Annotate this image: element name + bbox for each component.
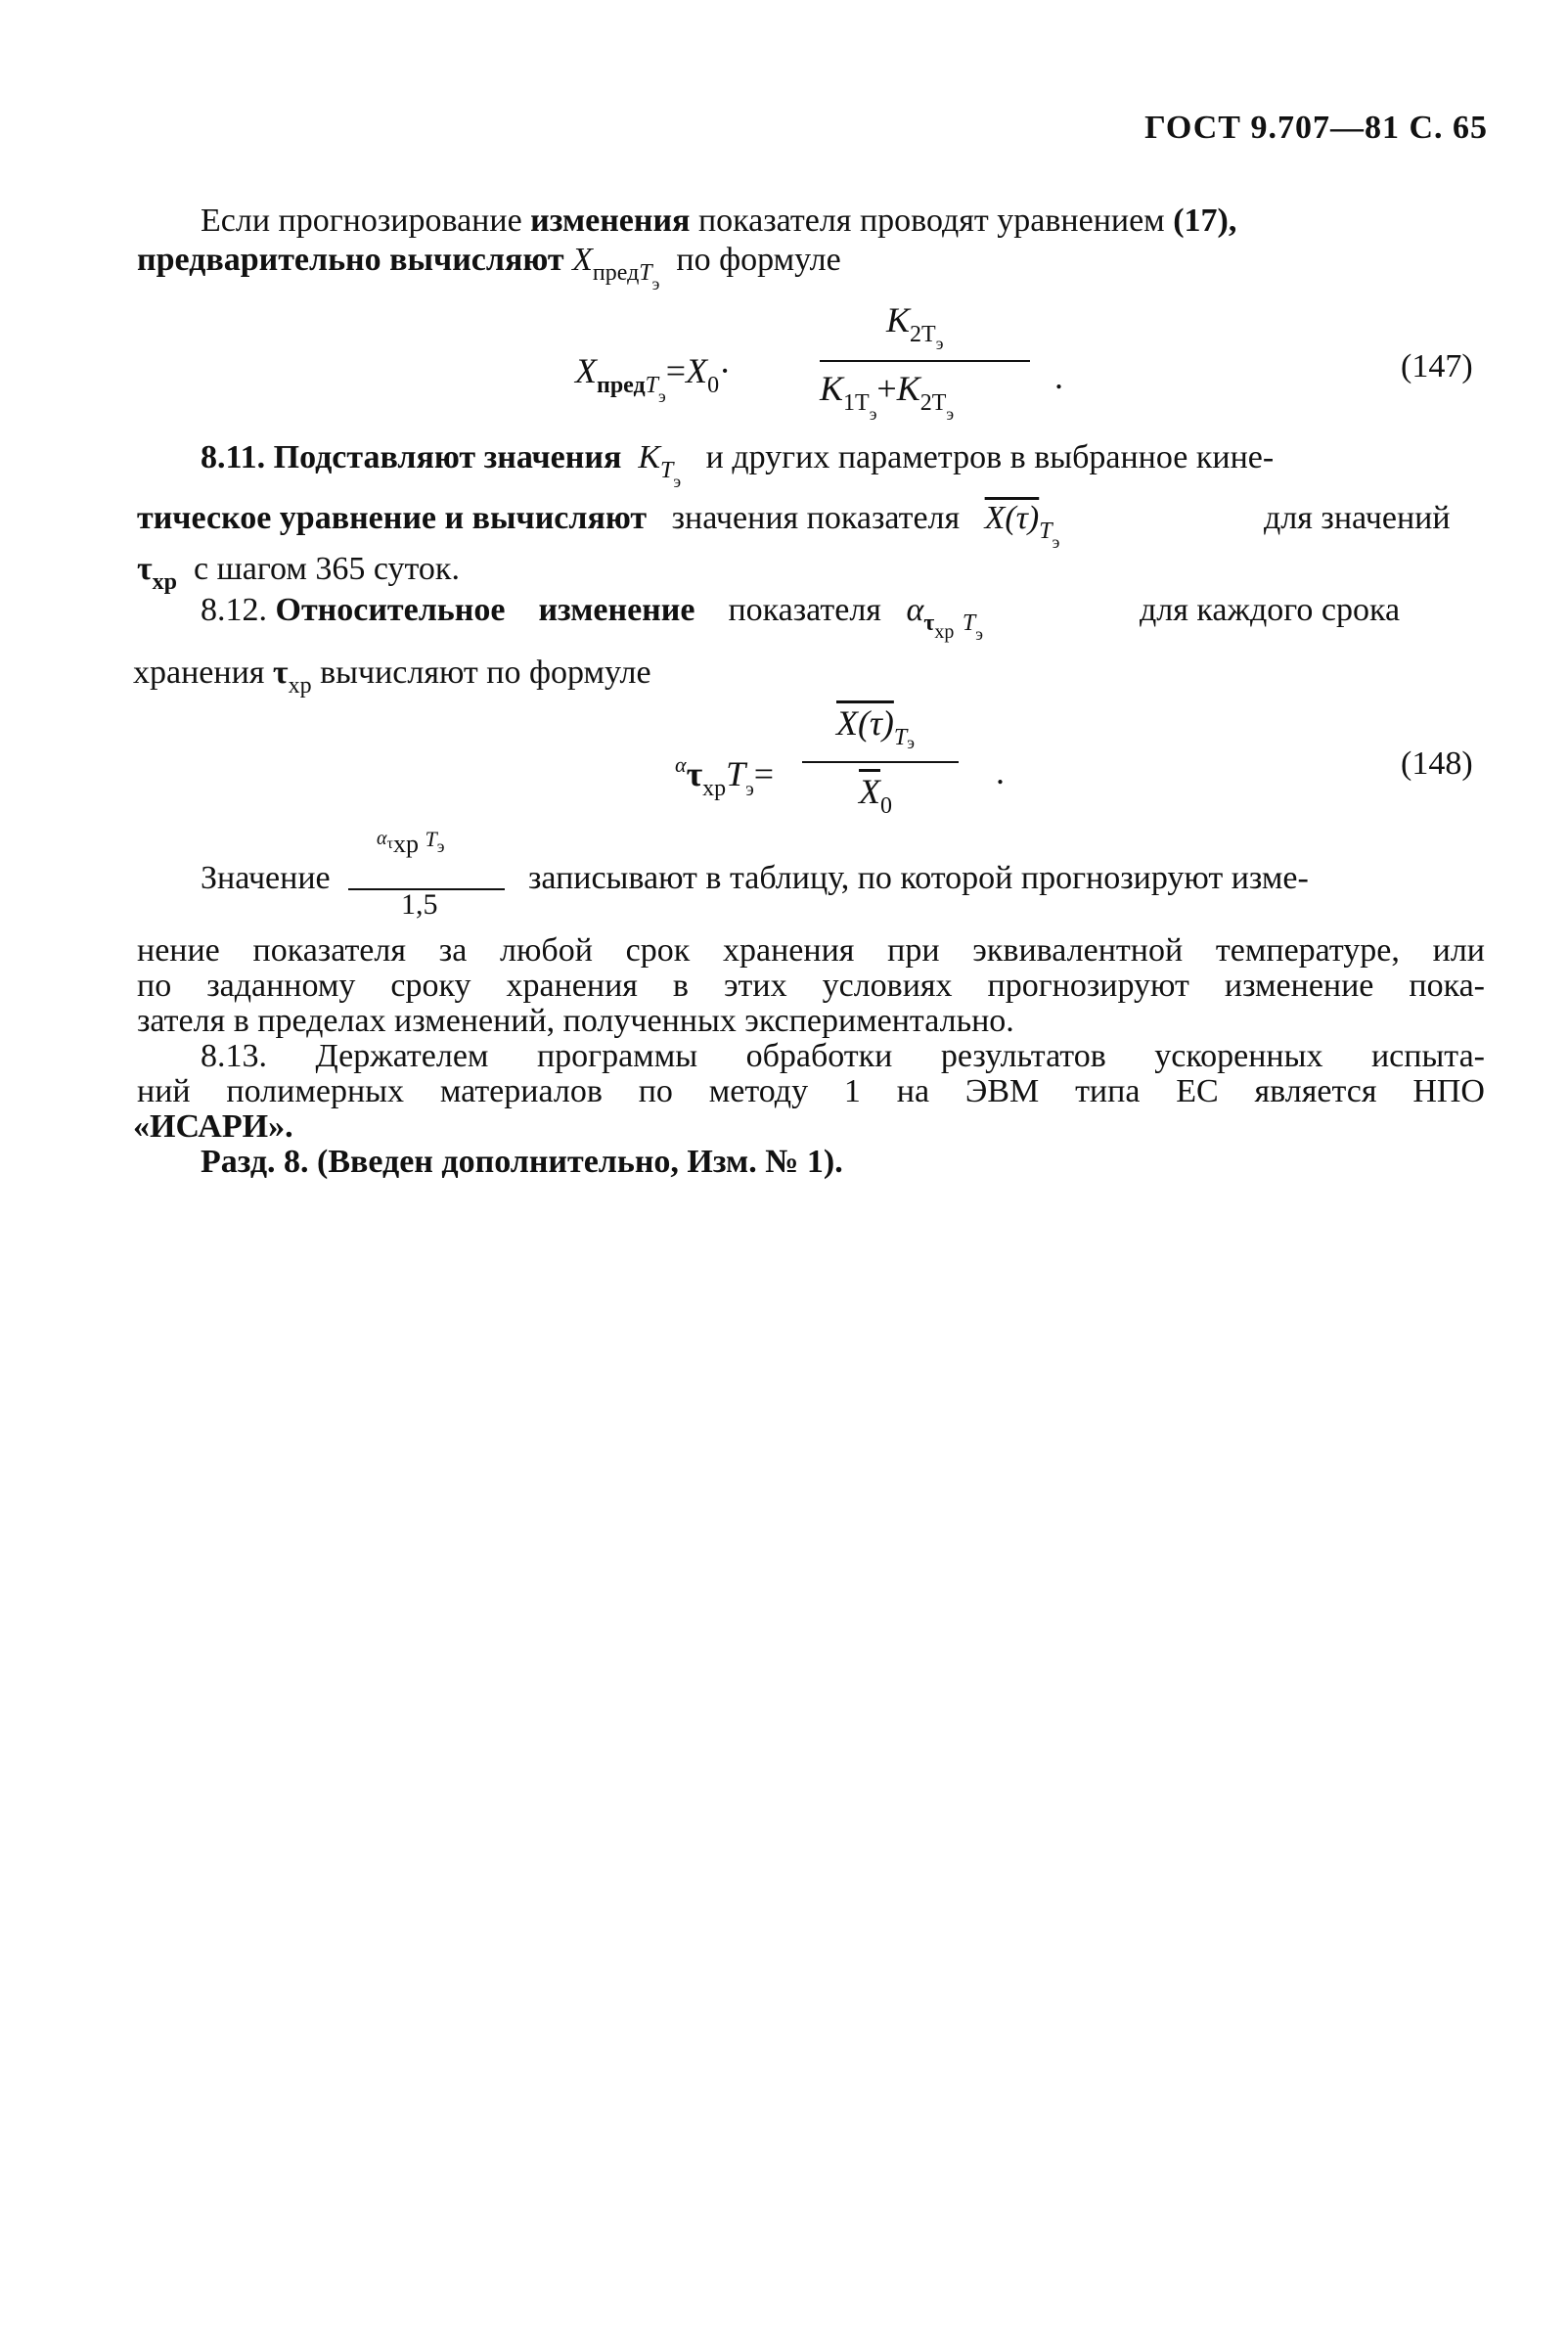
eq148-number: (148) — [1401, 745, 1473, 782]
math-var: X — [575, 351, 597, 390]
para811-line3 — [137, 550, 460, 595]
math-var: K — [886, 300, 911, 339]
math-sub: T — [645, 373, 659, 398]
section-amendment-note: Разд. 8. (Введен дополнительно, Изм. № 1). — [201, 1144, 843, 1180]
text: (17), — [1173, 203, 1237, 239]
math-op: · — [719, 351, 732, 390]
para1-line2 — [137, 241, 841, 293]
math-var: X(τ) — [984, 500, 1040, 536]
math-sub: 0 — [880, 793, 892, 819]
math-var: X — [572, 242, 593, 278]
eq147-period: . — [1054, 357, 1063, 396]
text: хранения — [133, 654, 265, 691]
text: предварительно вычисляют — [137, 242, 564, 278]
math-sub: э — [673, 472, 682, 491]
math-sub: э — [658, 386, 666, 406]
text: 365 — [315, 551, 366, 587]
para-value-line1-rest: записывают в таблицу, по которой прогнозируют изме- — [528, 860, 1309, 896]
para-value-line3: по заданному сроку хранения в этих условиях прогнозируют изменение пока- — [137, 968, 1485, 1004]
math-var: α — [377, 828, 387, 849]
math-sub: 0 — [707, 373, 720, 398]
text: Относительное — [275, 592, 506, 628]
text: с шагом — [194, 551, 307, 587]
math-sub: э — [1052, 532, 1060, 552]
math-sub: хр — [152, 569, 178, 595]
math-sub: хр — [702, 776, 727, 801]
para1-line1 — [201, 202, 1484, 241]
para812-line1-end — [1140, 591, 1400, 630]
para-value-line4: зателя в пределах изменений, полученных экспериментально. — [137, 1003, 1014, 1039]
math-sub: τ — [386, 835, 393, 852]
para812-line2 — [133, 654, 651, 699]
math-sub: э — [946, 404, 955, 424]
text: значения показателя — [671, 500, 961, 536]
math-op: = — [665, 351, 687, 390]
math-sub: 1T — [843, 390, 870, 416]
text: 8.12. — [201, 592, 267, 628]
math-var: X(τ) — [836, 703, 894, 743]
math-op: + — [876, 369, 897, 408]
math-sub: T — [639, 260, 652, 286]
math-sub: τ — [923, 610, 935, 636]
math-var: K — [820, 369, 844, 408]
para811-line2 — [137, 499, 1060, 552]
math-sub: T — [660, 458, 674, 483]
eq147-fraction-bar — [820, 360, 1030, 362]
math-var: α — [675, 752, 687, 777]
text: Если прогнозирование — [201, 203, 522, 239]
eq147-numerator — [886, 299, 944, 353]
para-value-frac-den: 1,5 — [401, 888, 438, 921]
math-sub: э — [651, 274, 660, 293]
math-sub: T — [893, 725, 908, 750]
para813-line2: ний полимерных материалов по методу 1 на ЭВМ типа ЕС является НПО — [137, 1073, 1485, 1109]
math-var: τ — [686, 754, 703, 793]
text: вычисляют по формуле — [320, 654, 651, 691]
eq148-lhs — [675, 752, 775, 801]
text: для каждого срока — [1140, 592, 1401, 628]
math-var: X — [686, 351, 708, 390]
para812-line1 — [201, 591, 983, 644]
para811-line1 — [201, 438, 1484, 491]
text: суток. — [373, 551, 460, 587]
math-var: α — [906, 592, 924, 628]
text: и других параметров в выбранное кине- — [705, 439, 1275, 475]
math-sub: пред — [597, 373, 646, 398]
math-sub: э — [869, 404, 877, 424]
text: 8.11. — [201, 439, 266, 475]
math-sub: 2T — [910, 322, 936, 347]
para-value-line2: нение показателя за любой срок хранения при эквивалентной температуре, или — [137, 932, 1485, 969]
text: Подставляют значения — [273, 439, 622, 475]
math-sub: э — [436, 836, 445, 856]
text: изменения — [530, 203, 691, 239]
eq147-lhs — [575, 350, 732, 406]
para813-line1: 8.13. Держателем программы обработки результатов ускоренных испыта- — [201, 1038, 1485, 1074]
eq148-numerator — [836, 702, 915, 752]
math-sub: 2T — [919, 390, 947, 416]
math-sub: хр — [392, 830, 419, 858]
math-var: τ — [137, 551, 153, 587]
page-header: ГОСТ 9.707—81 С. 65 — [1144, 110, 1488, 146]
text: показателя — [728, 592, 881, 628]
math-var: T — [425, 827, 437, 851]
text: тическое уравнение и вычисляют — [137, 500, 648, 536]
math-sub: э — [907, 733, 915, 752]
math-var: K — [896, 369, 920, 408]
math-op: = — [753, 754, 775, 793]
para-value-frac-num — [377, 827, 445, 859]
para813-line3: «ИСАРИ». — [133, 1108, 293, 1145]
eq148-denominator — [859, 771, 892, 819]
eq147-number: (147) — [1401, 348, 1473, 384]
text: по формуле — [676, 242, 841, 278]
math-sub: э — [935, 334, 944, 353]
math-sub: э — [975, 624, 983, 644]
eq147-denominator — [820, 368, 955, 424]
math-sub: пред — [592, 260, 640, 286]
math-sub: T — [962, 610, 976, 636]
text: показателя проводят уравнением — [697, 203, 1165, 239]
math-var: K — [638, 439, 661, 475]
text: изменение — [538, 592, 695, 628]
math-var: T — [726, 754, 746, 793]
math-sub: T — [1039, 519, 1053, 544]
math-var: $\overline{X}$ — [859, 772, 880, 811]
para811-line2-end: для значений — [1264, 500, 1451, 536]
eq148-period: . — [996, 752, 1005, 791]
math-var: τ — [272, 654, 289, 691]
eq148-fraction-bar — [802, 761, 959, 763]
math-sub: хр — [288, 673, 312, 699]
math-sub: э — [745, 779, 754, 800]
math-sub: хр — [934, 621, 955, 643]
para-value-word: Значение — [201, 860, 331, 896]
